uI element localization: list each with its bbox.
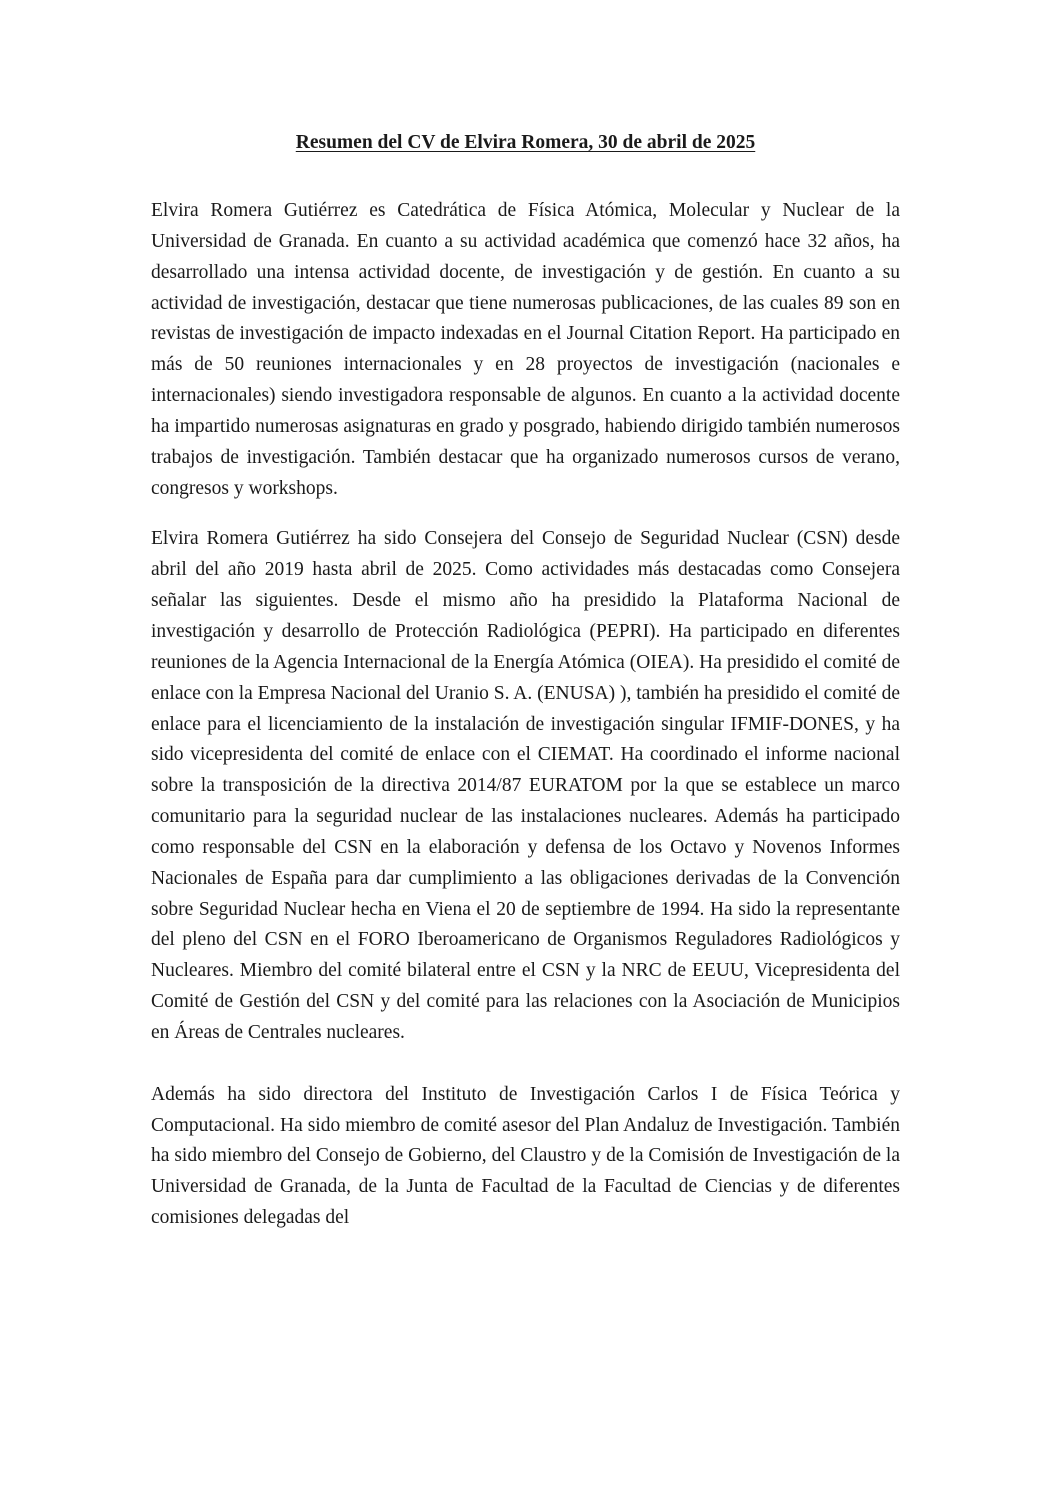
- paragraph-management: Además ha sido directora del Instituto de Investigación Carlos I de Física Teórica y Computacional. Ha sido miembro de comité asesor del Plan Andaluz de Investigación. También ha sido miembro del Consejo de Gobierno, del Claustro y de la Comisión de Investigación de la Universidad de Granada, de la Junta de Facultad de la Facultad de Ciencias y de diferentes comisiones delegadas del: [151, 1083, 900, 1229]
- paragraph-csn: Elvira Romera Gutiérrez ha sido Consejera del Consejo de Seguridad Nuclear (CSN) desde abril del año 2019 hasta abril de 2025. Como actividades más destacadas como Consejera señalar las siguientes. Desde el mismo año ha presidido la Plataforma Nacional de investigación y desarrollo de Protección Radiológica (PEPRI). Ha participado en diferentes reuniones de la Agencia Internacional de la Energía Atómica (OIEA). Ha presidido el comité de enlace con la Empresa Nacional del Uranio S. A. (ENUSA) ), también ha presidido el comité de enlace para el licenciamiento de la instalación de investigación singular IFMIF-DONES, y ha sido vicepresidenta del comité de enlace con el CIEMAT. Ha coordinado el informe nacional sobre la transposición de la directiva 2014/87 EURATOM por la que se establece un marco comunitario para la seguridad nuclear de las instalaciones nucleares. Además ha participado como responsable del CSN en la elaboración y defensa de los Octavo y Novenos Informes Nacionales de España para dar cumplimiento a las obligaciones derivadas de la Convención sobre Seguridad Nuclear hecha en Viena el 20 de septiembre de 1994. Ha sido la representante del pleno del CSN en el FORO Iberoamericano de Organismos Reguladores Radiológicos y Nucleares. Miembro del comité bilateral entre el CSN y la NRC de EEUU, Vicepresidenta del Comité de Gestión del CSN y del comité para las relaciones con la Asociación de Municipios en Áreas de Centrales nucleares.: [151, 528, 900, 1043]
- document-page: [151, 128, 900, 1234]
- paragraph-academic: Elvira Romera Gutiérrez es Catedrática de Física Atómica, Molecular y Nuclear de la Universidad de Granada. En cuanto a su actividad académica que comenzó hace 32 años, ha desarrollado una intensa actividad docente, de investigación y de gestión. En cuanto a su actividad de investigación, destacar que tiene numerosas publicaciones, de las cuales 89 son en revistas de investigación de impacto indexadas en el Journal Citation Report. Ha participado en más de 50 reuniones internacionales y en 28 proyectos de investigación (nacionales e internacionales) siendo investigadora responsable de algunos. En cuanto a la actividad docente ha impartido numerosas asignaturas en grado y posgrado, habiendo dirigido también numerosos trabajos de investigación. También destacar que ha organizado numerosos cursos de verano, congresos y workshops.: [151, 200, 900, 499]
- document-title: Resumen del CV de Elvira Romera, 30 de abril de 2025: [295, 132, 756, 153]
